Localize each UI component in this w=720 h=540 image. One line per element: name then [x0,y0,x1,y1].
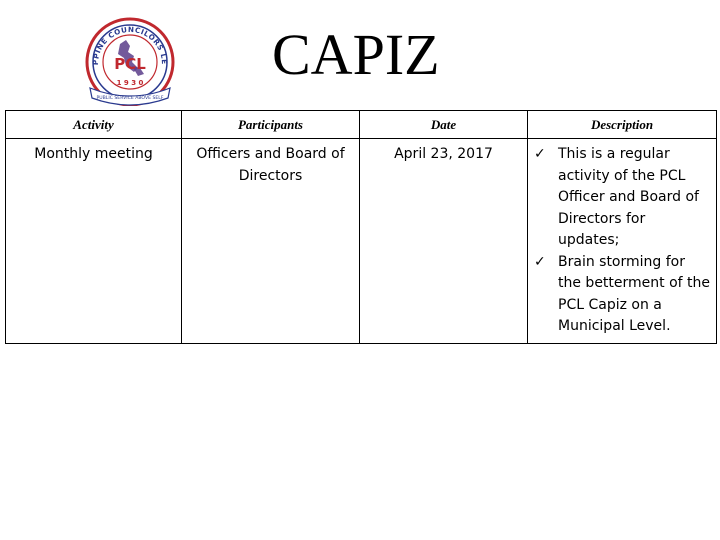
page-title: CAPIZ [272,22,440,87]
checkmark-icon: ✓ [534,253,546,270]
description-list [532,144,710,338]
checkmark-icon: ✓ [534,146,546,162]
description-item-2: Brain storming for the betterment of the PCL Capiz on a Municipal Level. [558,253,711,334]
cell-description [528,139,717,344]
header-activity: Activity [6,111,182,139]
header-date: Date [360,111,528,139]
description-item-1: This is a regular activity of the PCL Officer and Board of Directors for updates; [558,146,699,248]
pcl-seal-icon [80,14,180,106]
pcl-logo [80,14,180,106]
list-item [532,144,710,252]
cell-activity: Monthly meeting [6,139,182,344]
table-header-row [6,111,717,139]
list-item [532,252,710,338]
logo-ribbon: PUBLIC SERVICE ABOVE SELF [96,96,164,101]
table-row [6,139,717,344]
header-description: Description [528,111,717,139]
logo-top-text: PPINE COUNCILORS LE [90,24,170,66]
cell-date: April 23, 2017 [360,139,528,344]
activity-table [5,110,717,344]
cell-participants: Officers and Board of Directors [182,139,360,344]
logo-year: 1 9 3 0 [116,79,144,87]
logo-initials: PCL [114,55,146,73]
header-participants: Participants [182,111,360,139]
